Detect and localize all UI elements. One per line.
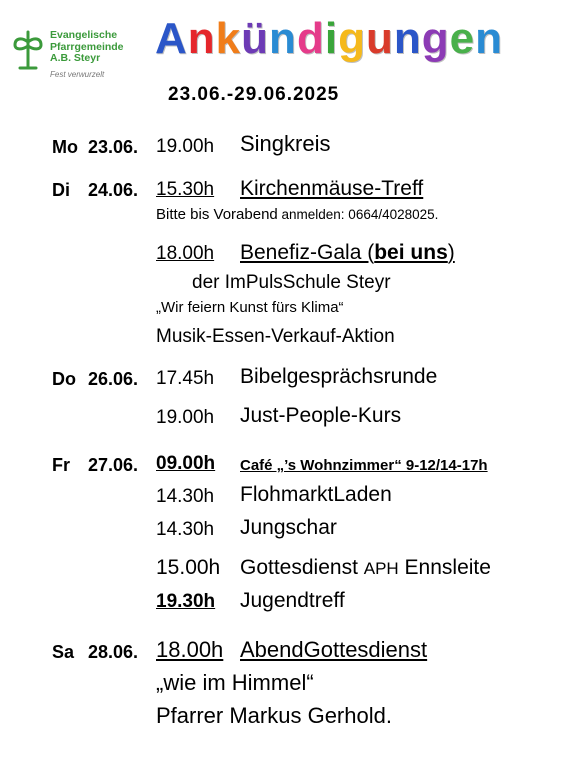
event-fr-4-b: APH	[363, 559, 399, 578]
title-letter: n	[393, 14, 422, 63]
time-di-2: 18.00h	[156, 243, 215, 264]
date-do: 26.06.	[88, 369, 139, 389]
day-label-do: Do	[52, 369, 76, 389]
event-di-1: Kirchenmäuse-Treff	[240, 177, 424, 200]
time-fr-4: 15.00h	[156, 556, 221, 579]
title-letter: g	[421, 14, 450, 63]
title-letter: i	[324, 14, 339, 63]
event-fr-2: FlohmarktLaden	[240, 483, 392, 506]
time-di-1: 15.30h	[156, 179, 215, 200]
time-fr-2: 14.30h	[156, 486, 215, 507]
event-di-2	[240, 241, 455, 265]
event-sa: AbendGottesdienst	[240, 637, 428, 662]
note-di	[156, 206, 438, 223]
event-fr-4	[240, 556, 491, 580]
event-mo: Singkreis	[240, 131, 331, 156]
title-letter: d	[296, 14, 325, 63]
event-di-2-end: )	[447, 241, 455, 264]
title-letter: k	[215, 14, 242, 63]
cross-tree-icon	[10, 28, 46, 72]
event-sa-line2: Pfarrer Markus Gerhold.	[156, 703, 392, 728]
day-label-sa: Sa	[52, 642, 75, 662]
time-fr-3: 14.30h	[156, 519, 215, 540]
time-fr-5: 19.30h	[156, 591, 216, 612]
title-letter: n	[187, 14, 216, 63]
event-fr-3: Jungschar	[240, 516, 337, 539]
event-di-2-line1: der ImPulsSchule Steyr	[192, 272, 391, 293]
event-do-2: Just-People-Kurs	[240, 404, 402, 427]
event-di-2-line3: Musik-Essen-Verkauf-Aktion	[156, 326, 395, 347]
parish-name	[50, 30, 124, 65]
event-di-2-line2: „Wir feiern Kunst fürs Klima“	[156, 299, 344, 316]
time-do-2: 19.00h	[156, 407, 215, 428]
event-fr-4-c: Ennsleite	[398, 556, 491, 579]
note-di-b: anmelden: 0664/4028025.	[277, 207, 439, 222]
parish-name-line1: Evangelische	[50, 29, 118, 41]
parish-name-line3: A.B. Steyr	[50, 52, 101, 64]
date-mo: 23.06.	[88, 137, 139, 157]
event-do-1: Bibelgesprächsrunde	[240, 365, 438, 388]
title-letter: n	[269, 14, 297, 63]
event-fr-4-a: Gottesdienst	[240, 556, 364, 579]
day-label-mo: Mo	[52, 137, 78, 157]
event-sa-line1: „wie im Himmel“	[156, 670, 314, 695]
event-di-2-bold: bei uns	[374, 241, 448, 264]
date-di: 24.06.	[88, 180, 139, 200]
event-di-2-a: Benefiz-Gala (	[240, 241, 375, 264]
date-range: 23.06.-29.06.2025	[168, 84, 340, 105]
time-sa: 18.00h	[156, 637, 224, 662]
parish-name-line2: Pfarrgemeinde	[50, 40, 124, 53]
page-title	[155, 14, 503, 64]
title-letter: g	[338, 14, 366, 63]
event-fr-1: Café „’s Wohnzimmer“ 9-12/14-17h	[240, 457, 488, 474]
parish-tagline: Fest verwurzelt	[50, 70, 105, 79]
title-letter: A	[155, 14, 188, 63]
day-label-fr: Fr	[52, 455, 70, 475]
title-letter: e	[449, 14, 476, 63]
title-letter: n	[475, 14, 503, 63]
time-fr-1: 09.00h	[156, 453, 216, 474]
title-letter: ü	[241, 14, 270, 63]
note-di-a: Bitte bis Vorabend	[156, 206, 278, 223]
time-do-1: 17.45h	[156, 368, 215, 389]
title-letter: u	[365, 14, 394, 63]
event-fr-5: Jugendtreff	[240, 589, 345, 612]
day-label-di: Di	[52, 180, 70, 200]
time-mo: 19.00h	[156, 136, 215, 157]
date-sa: 28.06.	[88, 642, 139, 662]
date-fr: 27.06.	[88, 455, 139, 475]
